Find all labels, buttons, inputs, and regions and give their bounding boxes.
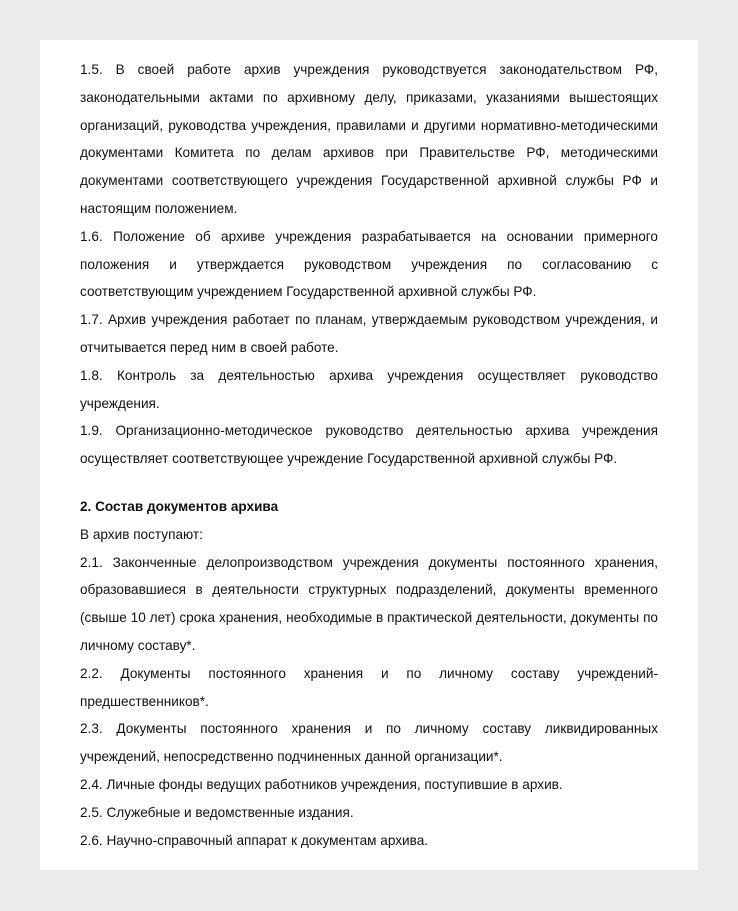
paragraph-2-6: 2.6. Научно-справочный аппарат к документам архива. bbox=[80, 832, 429, 848]
paragraph-1-7: 1.7. Архив учреждения работает по планам, утверждаемым руководством учреждения, и отчитывается перед ним в своей работе. bbox=[80, 312, 658, 355]
paragraph-2-5: 2.5. Служебные и ведомственные издания. bbox=[80, 804, 354, 820]
paragraph-2-3: 2.3. Документы постоянного хранения и по личному составу ликвидированных учреждений, непосредственно подчиненных данной организации*. bbox=[80, 721, 658, 765]
paragraph-2-1: 2.1. Законченные делопроизводством учреждения документы постоянного хранения, образовавшиеся в деятельности структурных подразделений, документы временного (свыше 10 лет) срока хранения, необходимые в практической деятельности, документы по личному составу*. bbox=[80, 554, 658, 653]
section-2-heading: 2. Состав документов архива bbox=[80, 498, 279, 514]
paragraph-1-9: 1.9. Организационно-методическое руководство деятельностью архива учреждения осуществляет соответствующее учреждение Государственной архивной службы РФ. bbox=[80, 423, 658, 467]
paragraph-2-2: 2.2. Документы постоянного хранения и по личному составу учреждений-предшественников*. bbox=[80, 665, 658, 709]
section-spacer bbox=[80, 473, 658, 493]
paragraph-1-8: 1.8. Контроль за деятельностью архива учреждения осуществляет руководство учреждения. bbox=[80, 367, 658, 411]
document-page bbox=[40, 40, 698, 870]
paragraph-1-6: 1.6. Положение об архиве учреждения разрабатывается на основании примерного положения и утверждается руководством учреждения по согласованию с соответствующим учреждением Государственной архивной службы РФ. bbox=[80, 228, 658, 300]
section-2-intro: В архив поступают: bbox=[80, 526, 203, 542]
paragraph-2-4: 2.4. Личные фонды ведущих работников учреждения, поступившие в архив. bbox=[80, 776, 563, 792]
paragraph-1-5: 1.5. В своей работе архив учреждения руководствуется законодательством РФ, законодательными актами по архивному делу, приказами, указаниями вышестоящих организаций, руководства учреждения, правилами и другими нормативно-методическими документами Комитета по делам архивов при Правительстве РФ, методическими документами соответствующего учреждения Государственной архивной службы РФ и настоящим положением. bbox=[80, 62, 658, 216]
